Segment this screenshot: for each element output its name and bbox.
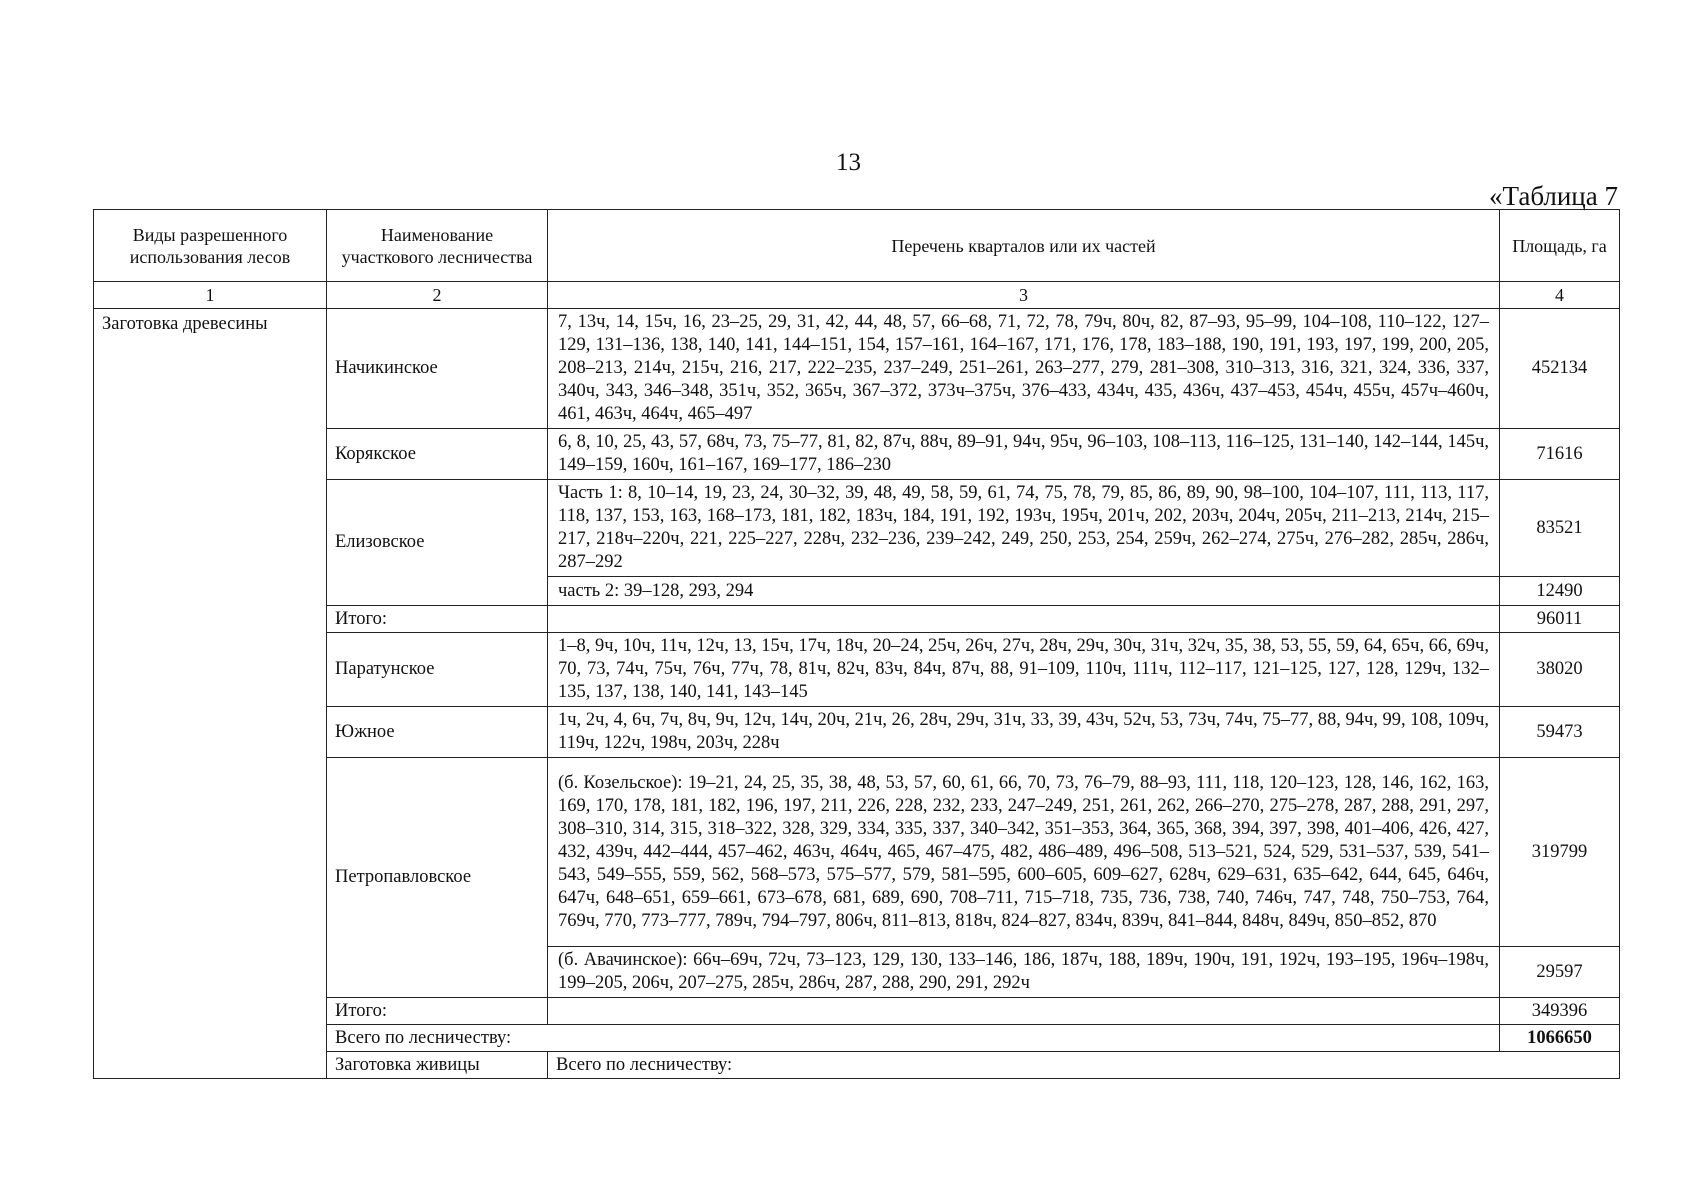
forestry-name: Елизовское [327,480,548,606]
area-value: 38020 [1500,633,1620,707]
table-row [94,309,1620,429]
quarters-list: 7, 13ч, 14, 15ч, 16, 23–25, 29, 31, 42, 44, 48, 57, 66–68, 71, 72, 78, 79ч, 80ч, 82, 87–93, 95–99, 104–108, 110–122, 127–129, 131–136, 138, 140, 141, 144–151, 154, 157–161, 164–167, 171, 176, 178, 183–188, 190, 191, 193, 197, 199, 200, 205, 208–213, 214ч, 215ч, 216, 217, 222–235, 237–249, 251–261, 263–277, 279, 281–308, 310–313, 316, 321, 324, 336, 337, 340ч, 343, 346–348, 351ч, 352, 365ч, 367–372, 373ч–375ч, 376–433, 434ч, 435, 436ч, 437–453, 454ч, 455ч, 457ч–460ч, 461, 463ч, 464ч, 465–497 [548,309,1500,429]
column-number: 4 [1500,282,1620,309]
use-type-resin: Заготовка живицы [327,1052,548,1079]
area-value: 29597 [1500,947,1620,998]
area-value: 452134 [1500,309,1620,429]
quarters-list: 1ч, 2ч, 4, 6ч, 7ч, 8ч, 9ч, 12ч, 14ч, 20ч, 21ч, 26, 28ч, 29ч, 31ч, 33, 39, 43ч, 52ч, 53, 73ч, 74ч, 75–77, 88, 94ч, 99, 108, 109ч, 119ч, 122ч, 198ч, 203ч, 228ч [548,707,1500,758]
area-value: 319799 [1500,758,1620,947]
forestry-name: Петропавловское [327,758,548,998]
forestry-name: Паратунское [327,633,548,707]
page-number: 13 [836,149,861,176]
empty-cell [548,606,1500,633]
quarters-list: (б. Авачинское): 66ч–69ч, 72ч, 73–123, 129, 130, 133–146, 186, 187ч, 188, 189ч, 190ч, 191, 192ч, 193–195, 196ч–198ч, 199–205, 206ч, 207–275, 285ч, 286ч, 287, 288, 290, 291, 292ч [548,947,1500,998]
forestry-name: Корякское [327,429,548,480]
column-number: 1 [94,282,327,309]
header-area: Площадь, га [1500,210,1620,282]
table-header-row [94,210,1620,282]
quarters-list: часть 2: 39–128, 293, 294 [548,577,1500,606]
area-value: 12490 [1500,577,1620,606]
forest-use-table [93,209,1620,1079]
forestry-name: Южное [327,707,548,758]
subtotal-value: 96011 [1500,606,1620,633]
column-number-row [94,282,1620,309]
use-type-timber: Заготовка древесины [94,309,327,1079]
quarters-list: Часть 1: 8, 10–14, 19, 23, 24, 30–32, 39, 48, 49, 58, 59, 61, 74, 75, 78, 79, 85, 86, 89, 90, 98–100, 104–107, 111, 113, 117, 118, 137, 153, 163, 168–173, 181, 182, 183ч, 184, 191, 192, 193ч, 195ч, 201ч, 202, 203ч, 204ч, 205ч, 211–213, 214ч, 215–217, 218ч–220ч, 221, 225–227, 228ч, 232–236, 239–242, 249, 250, 253, 254, 259ч, 262–274, 275ч, 276–282, 285ч, 286ч, 287–292 [548,480,1500,577]
table-caption: «Таблица 7 [1489,181,1618,211]
subtotal-label: Итого: [327,998,548,1025]
subtotal-value: 349396 [1500,998,1620,1025]
subtotal-label: Итого: [327,606,548,633]
forestry-name: Начикинское [327,309,548,429]
total-label: Всего по лесничеству: [327,1025,1500,1052]
header-use-type: Виды разрешенного использования лесов [94,210,327,282]
column-number: 3 [548,282,1500,309]
quarters-list: (б. Козельское): 19–21, 24, 25, 35, 38, 48, 53, 57, 60, 61, 66, 70, 73, 76–79, 88–93, 111, 118, 120–123, 128, 146, 162, 163, 169, 170, 178, 181, 182, 196, 197, 211, 226, 228, 232, 233, 247–249, 251, 261, 262, 266–270, 275–278, 287, 288, 291, 297, 308–310, 314, 315, 318–322, 328, 329, 334, 335, 337, 340–342, 351–353, 364, 365, 368, 394, 397, 398, 401–406, 426, 427, 432, 439ч, 442–444, 457–462, 463ч, 464ч, 465, 467–475, 482, 486–489, 496–508, 513–521, 524, 529, 531–537, 539, 541–543, 549–555, 559, 562, 568–573, 575–577, 579, 581–595, 600–605, 609–627, 628ч, 629–631, 635–642, 644, 645, 646ч, 647ч, 648–651, 659–661, 673–678, 681, 689, 690, 708–711, 715–718, 735, 736, 738, 740, 746ч, 747, 748, 750–753, 764, 769ч, 770, 773–777, 789ч, 794–797, 806ч, 811–813, 818ч, 824–827, 834ч, 839ч, 841–844, 848ч, 849ч, 850–852, 870 [548,758,1500,947]
quarters-list: 6, 8, 10, 25, 43, 57, 68ч, 73, 75–77, 81, 82, 87ч, 88ч, 89–91, 94ч, 95ч, 96–103, 108–113, 116–125, 131–140, 142–144, 145ч, 149–159, 160ч, 161–167, 169–177, 186–230 [548,429,1500,480]
empty-cell [548,998,1500,1025]
column-number: 2 [327,282,548,309]
total-value: 1066650 [1500,1025,1620,1052]
area-value: 83521 [1500,480,1620,577]
area-value: 59473 [1500,707,1620,758]
total-label: Всего по лесничеству: [548,1052,1620,1079]
area-value: 71616 [1500,429,1620,480]
header-forestry-name: Наименование участкового лесничества [327,210,548,282]
header-quarters-list: Перечень кварталов или их частей [548,210,1500,282]
quarters-list: 1–8, 9ч, 10ч, 11ч, 12ч, 13, 15ч, 17ч, 18ч, 20–24, 25ч, 26ч, 27ч, 28ч, 29ч, 30ч, 31ч, 32ч, 35, 38, 53, 55, 59, 64, 65ч, 66, 69ч, 70, 73, 74ч, 75ч, 76ч, 77ч, 78, 81ч, 82ч, 83ч, 84ч, 87ч, 88, 91–109, 110ч, 111ч, 112–117, 121–125, 127, 128, 129ч, 132–135, 137, 138, 140, 141, 143–145 [548,633,1500,707]
